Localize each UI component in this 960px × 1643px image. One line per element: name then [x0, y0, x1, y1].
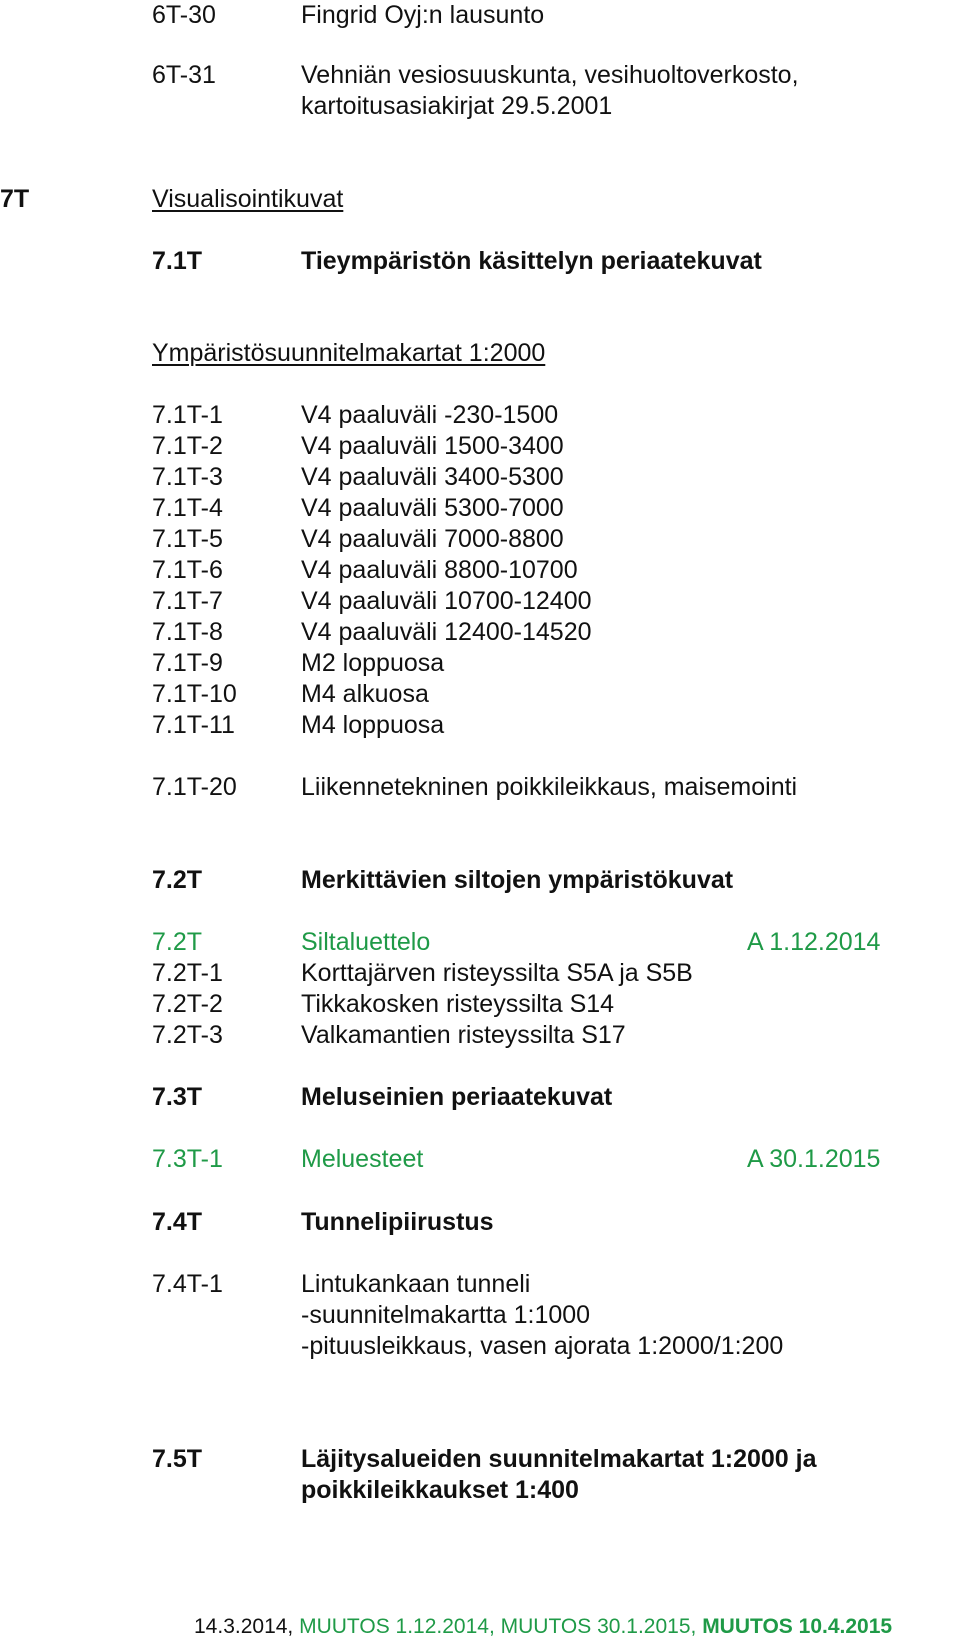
doc-title: V4 paaluväli 5300-7000: [301, 494, 564, 522]
doc-title: M4 alkuosa: [301, 680, 429, 708]
doc-code: 7.2T-2: [152, 990, 223, 1018]
doc-title: V4 paaluväli 10700-12400: [301, 587, 592, 615]
footer-date: 14.3.2014,: [194, 1615, 300, 1638]
doc-code: 7.1T-9: [152, 649, 223, 677]
doc-code: 7.1T-6: [152, 556, 223, 584]
subsection-code: 7.3T: [152, 1083, 203, 1111]
doc-title: Valkamantien risteyssilta S17: [301, 1021, 626, 1049]
doc-title-revised: Meluesteet: [301, 1145, 424, 1173]
doc-title: Vehniän vesiosuuskunta, vesihuoltoverkosto,: [301, 61, 799, 89]
section-heading: Visualisointikuvat: [152, 185, 344, 213]
footer-revision-2: MUUTOS 30.1.2015,: [500, 1615, 703, 1638]
doc-code: 7.1T-20: [152, 773, 237, 801]
subsection-heading: Merkittävien siltojen ympäristökuvat: [301, 866, 734, 894]
doc-title-continued: -pituusleikkaus, vasen ajorata 1:2000/1:200: [301, 1332, 784, 1360]
doc-code: 6T-30: [152, 1, 216, 29]
subsection-code: 7.5T: [152, 1445, 203, 1473]
doc-title-revised: Siltaluettelo: [301, 928, 431, 956]
doc-title: Liikennetekninen poikkileikkaus, maisemointi: [301, 773, 798, 801]
subsection-heading-continued: poikkileikkaukset 1:400: [301, 1476, 579, 1504]
doc-title-continued: kartoitusasiakirjat 29.5.2001: [301, 92, 613, 120]
doc-code: 7.1T-5: [152, 525, 223, 553]
doc-code: 7.1T-10: [152, 680, 237, 708]
subsection-code: 7.1T: [152, 247, 203, 275]
doc-code: 7.1T-11: [152, 711, 235, 739]
footer-revision-1: MUUTOS 1.12.2014,: [299, 1615, 501, 1638]
doc-title: V4 paaluväli 3400-5300: [301, 463, 564, 491]
doc-code: 7.4T-1: [152, 1270, 223, 1298]
doc-title: V4 paaluväli -230-1500: [301, 401, 559, 429]
doc-code: 7.2T-3: [152, 1021, 223, 1049]
subsection-heading: Tieympäristön käsittelyn periaatekuvat: [301, 247, 762, 275]
doc-title: M2 loppuosa: [301, 649, 445, 677]
doc-title: Fingrid Oyj:n lausunto: [301, 1, 545, 29]
doc-title: Korttajärven risteyssilta S5A ja S5B: [301, 959, 693, 987]
revision-mark: A 30.1.2015: [747, 1145, 881, 1173]
doc-code: 7.1T-2: [152, 432, 223, 460]
doc-code: 7.2T-1: [152, 959, 223, 987]
subsection-heading: Meluseinien periaatekuvat: [301, 1083, 613, 1111]
doc-code: 7.1T-7: [152, 587, 223, 615]
doc-code: 6T-31: [152, 61, 216, 89]
subsection-heading: Läjitysalueiden suunnitelmakartat 1:2000 ja: [301, 1445, 817, 1473]
doc-title: M4 loppuosa: [301, 711, 445, 739]
doc-code: 7.1T-4: [152, 494, 223, 522]
doc-title: V4 paaluväli 1500-3400: [301, 432, 564, 460]
doc-code-revised: 7.2T: [152, 928, 203, 956]
doc-title: V4 paaluväli 8800-10700: [301, 556, 578, 584]
revision-mark: A 1.12.2014: [747, 928, 881, 956]
doc-title: Lintukankaan tunneli: [301, 1270, 531, 1298]
subsection-code: 7.2T: [152, 866, 203, 894]
footer-revision-3: MUUTOS 10.4.2015: [702, 1615, 893, 1638]
subsection-heading: Tunnelipiirustus: [301, 1208, 494, 1236]
doc-title-continued: -suunnitelmakartta 1:1000: [301, 1301, 591, 1329]
doc-code: 7.1T-8: [152, 618, 223, 646]
doc-code-revised: 7.3T-1: [152, 1145, 223, 1173]
section-code: 7T: [0, 185, 30, 213]
doc-code: 7.1T-1: [152, 401, 223, 429]
doc-title: Tikkakosken risteyssilta S14: [301, 990, 615, 1018]
revision-footer: [194, 1613, 892, 1641]
group-heading: Ympäristösuunnitelmakartat 1:2000: [152, 339, 546, 367]
doc-title: V4 paaluväli 7000-8800: [301, 525, 564, 553]
doc-code: 7.1T-3: [152, 463, 223, 491]
doc-title: V4 paaluväli 12400-14520: [301, 618, 592, 646]
subsection-code: 7.4T: [152, 1208, 203, 1236]
